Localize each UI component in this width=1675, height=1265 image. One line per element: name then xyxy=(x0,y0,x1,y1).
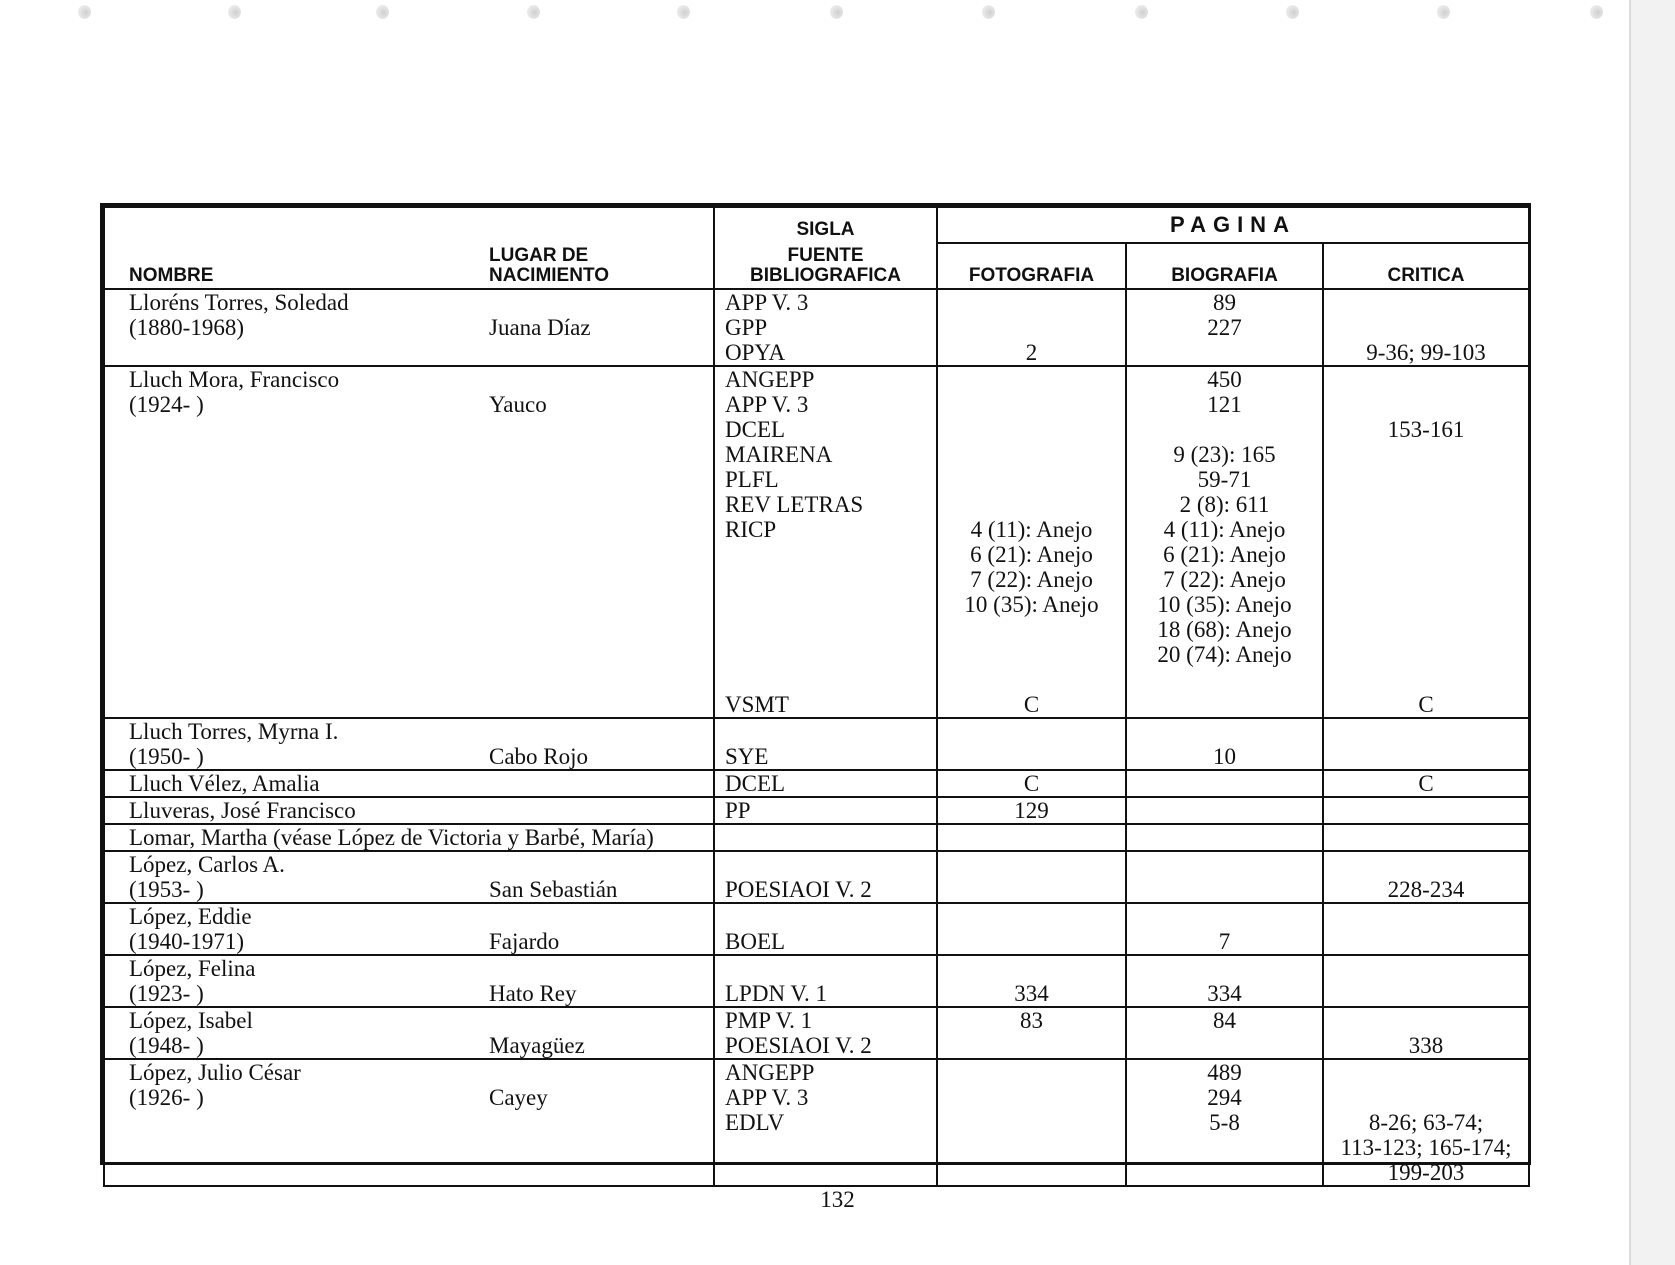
page-critica xyxy=(1324,517,1528,542)
binder-holes xyxy=(0,0,1675,30)
table-row xyxy=(104,718,1529,770)
author-dates: (1880-1968) xyxy=(129,315,244,340)
page-fotografia: C xyxy=(1023,692,1040,717)
source-sigla: RICP xyxy=(725,517,777,542)
page-critica: 228-234 xyxy=(1387,877,1465,902)
header-biografia: BIOGRAFIA xyxy=(1126,243,1323,289)
source-sigla: SYE xyxy=(725,744,769,769)
page-fotografia: 2 xyxy=(1025,340,1038,365)
page-biografia xyxy=(1127,798,1322,823)
author-cell xyxy=(104,903,714,955)
author-dates: (1926- ) xyxy=(129,1085,204,1110)
table-row xyxy=(104,903,1529,955)
source-sigla: BOEL xyxy=(725,929,786,954)
page-critica xyxy=(1324,825,1528,850)
source-sigla: PP xyxy=(725,798,751,823)
source-sigla-cell xyxy=(714,1059,937,1186)
page-critica xyxy=(1324,592,1528,617)
page-fotografia: C xyxy=(1023,771,1040,796)
page-edge xyxy=(1629,0,1675,1265)
page-fotografia-cell xyxy=(937,903,1126,955)
author-cell xyxy=(104,289,714,366)
page-biografia: 334 xyxy=(1207,981,1242,1006)
author-name: Lloréns Torres, Soledad xyxy=(129,290,349,315)
page-biografia xyxy=(1127,877,1322,902)
page-fotografia xyxy=(938,642,1125,667)
source-sigla-cell xyxy=(714,289,937,366)
source-sigla xyxy=(725,1135,936,1160)
binder-hole xyxy=(982,5,995,19)
page-fotografia xyxy=(938,1085,1125,1110)
binder-hole xyxy=(228,5,241,19)
header-nombre-lugar xyxy=(104,207,714,289)
table-row xyxy=(104,770,1529,797)
source-sigla xyxy=(725,956,936,981)
source-sigla-cell xyxy=(714,903,937,955)
page-biografia: 2 (8): 611 xyxy=(1179,492,1270,517)
page-fotografia-cell xyxy=(937,289,1126,366)
source-sigla xyxy=(725,642,936,667)
author-name: Lluveras, José Francisco xyxy=(129,798,356,823)
birthplace: Fajardo xyxy=(489,929,560,954)
page-fotografia xyxy=(938,1135,1125,1160)
page-biografia: 89 xyxy=(1213,290,1236,315)
source-sigla: ANGEPP xyxy=(725,367,815,392)
page-biografia: 450 xyxy=(1207,367,1242,392)
source-sigla xyxy=(725,617,936,642)
birthplace: Hato Rey xyxy=(489,981,577,1006)
source-sigla-cell xyxy=(714,1007,937,1059)
source-sigla-cell xyxy=(714,797,937,824)
author-name: Lomar, Martha (véase López de Victoria y Barbé, María) xyxy=(129,825,654,850)
birthplace: Mayagüez xyxy=(489,1033,585,1058)
author-cell xyxy=(104,770,714,797)
author-name: Lluch Torres, Myrna I. xyxy=(129,719,339,744)
header-sigla: SIGLA FUENTE BIBLIOGRAFICA xyxy=(714,207,937,289)
page-critica: 113-123; 165-174; xyxy=(1340,1135,1512,1160)
source-sigla-cell xyxy=(714,851,937,903)
page-fotografia: 4 (11): Anejo xyxy=(970,517,1093,542)
source-sigla xyxy=(725,852,936,877)
page-fotografia: 6 (21): Anejo xyxy=(970,542,1093,567)
page-critica-cell xyxy=(1323,366,1529,718)
source-sigla: POESIAOI V. 2 xyxy=(725,877,872,902)
page-critica xyxy=(1324,667,1528,692)
binder-hole xyxy=(376,5,389,19)
page-biografia xyxy=(1127,667,1322,692)
page-biografia-cell xyxy=(1126,955,1323,1007)
page-biografia: 121 xyxy=(1207,392,1242,417)
page-biografia: 9 (23): 165 xyxy=(1173,442,1276,467)
author-name: López, Felina xyxy=(129,956,256,981)
page-biografia-cell xyxy=(1126,851,1323,903)
page-fotografia xyxy=(938,290,1125,315)
binder-hole xyxy=(1590,5,1603,19)
page-biografia xyxy=(1127,340,1322,365)
source-sigla: LPDN V. 1 xyxy=(725,981,828,1006)
header-lugar: LUGAR DE NACIMIENTO xyxy=(489,245,609,286)
page-critica xyxy=(1324,1085,1528,1110)
page-critica xyxy=(1324,852,1528,877)
page-biografia xyxy=(1127,956,1322,981)
page-fotografia xyxy=(938,956,1125,981)
page-biografia xyxy=(1127,825,1322,850)
page-fotografia xyxy=(938,1160,1125,1185)
page-critica xyxy=(1324,367,1528,392)
author-dates: (1923- ) xyxy=(129,981,204,1006)
author-index-table xyxy=(103,206,1530,1187)
page-biografia xyxy=(1127,1135,1322,1160)
page-critica xyxy=(1324,956,1528,981)
page-fotografia: 10 (35): Anejo xyxy=(964,592,1099,617)
birthplace: Juana Díaz xyxy=(489,315,591,340)
author-dates: (1950- ) xyxy=(129,744,204,769)
page-biografia: 59-71 xyxy=(1197,467,1252,492)
page-critica: C xyxy=(1418,771,1434,796)
page-critica xyxy=(1324,1060,1528,1085)
page-critica: 199-203 xyxy=(1387,1160,1465,1185)
page-critica xyxy=(1324,929,1528,954)
author-name: López, Julio César xyxy=(129,1060,301,1085)
source-sigla: MAIRENA xyxy=(725,442,833,467)
page-fotografia-cell xyxy=(937,797,1126,824)
birthplace: Cayey xyxy=(489,1085,548,1110)
page-biografia-cell xyxy=(1126,770,1323,797)
index-table xyxy=(100,203,1531,1185)
author-name: López, Eddie xyxy=(129,904,252,929)
source-sigla-cell xyxy=(714,718,937,770)
page-biografia-cell xyxy=(1126,289,1323,366)
author-name: Lluch Mora, Francisco xyxy=(129,367,340,392)
author-cell xyxy=(104,1059,714,1186)
table-row xyxy=(104,366,1529,718)
binder-hole xyxy=(830,5,843,19)
table-row xyxy=(104,955,1529,1007)
header-pagina: PAGINA xyxy=(937,207,1529,243)
birthplace: Cabo Rojo xyxy=(489,744,589,769)
page-critica-cell xyxy=(1323,1007,1529,1059)
source-sigla: APP V. 3 xyxy=(725,290,809,315)
page-biografia-cell xyxy=(1126,1007,1323,1059)
header-nombre: NOMBRE xyxy=(129,265,214,286)
page-biografia-cell xyxy=(1126,797,1323,824)
page-fotografia-cell xyxy=(937,770,1126,797)
page-fotografia: 83 xyxy=(1020,1008,1043,1033)
page-biografia xyxy=(1127,852,1322,877)
page-critica xyxy=(1324,642,1528,667)
source-sigla: POESIAOI V. 2 xyxy=(725,1033,872,1058)
page-biografia xyxy=(1127,692,1322,717)
birthplace: San Sebastián xyxy=(489,877,618,902)
page-critica: 9-36; 99-103 xyxy=(1366,340,1486,365)
author-name: Lluch Vélez, Amalia xyxy=(129,771,320,796)
source-sigla xyxy=(725,825,936,850)
table-row xyxy=(104,824,1529,851)
author-cell xyxy=(104,366,714,718)
page-critica xyxy=(1324,392,1528,417)
author-cell xyxy=(104,797,714,824)
page-biografia: 10 xyxy=(1213,744,1236,769)
page-biografia xyxy=(1127,771,1322,796)
page-fotografia xyxy=(938,719,1125,744)
source-sigla: EDLV xyxy=(725,1110,785,1135)
page-critica: C xyxy=(1418,692,1434,717)
page-biografia: 294 xyxy=(1207,1085,1242,1110)
page-critica xyxy=(1324,567,1528,592)
page-critica xyxy=(1324,798,1528,823)
page-biografia: 6 (21): Anejo xyxy=(1163,542,1286,567)
page-fotografia-cell xyxy=(937,1059,1126,1186)
author-dates: (1948- ) xyxy=(129,1033,204,1058)
binder-hole xyxy=(677,5,690,19)
page-critica-cell xyxy=(1323,903,1529,955)
source-sigla: PMP V. 1 xyxy=(725,1008,813,1033)
page-biografia xyxy=(1127,1160,1322,1185)
page-biografia xyxy=(1127,1033,1322,1058)
binder-hole xyxy=(1135,5,1148,19)
source-sigla-cell xyxy=(714,366,937,718)
page-biografia: 84 xyxy=(1213,1008,1236,1033)
source-sigla xyxy=(725,592,936,617)
page-biografia: 489 xyxy=(1207,1060,1242,1085)
page-fotografia: 129 xyxy=(1014,798,1049,823)
page-fotografia xyxy=(938,852,1125,877)
page-fotografia-cell xyxy=(937,718,1126,770)
page-critica-cell xyxy=(1323,824,1529,851)
page-fotografia: 334 xyxy=(1014,981,1049,1006)
page-critica xyxy=(1324,981,1528,1006)
page-fotografia xyxy=(938,392,1125,417)
page-biografia: 227 xyxy=(1207,315,1242,340)
page-critica: 153-161 xyxy=(1387,417,1465,442)
page-critica xyxy=(1324,467,1528,492)
page-critica xyxy=(1324,492,1528,517)
source-sigla: OPYA xyxy=(725,340,786,365)
page-critica-cell xyxy=(1323,955,1529,1007)
binder-hole xyxy=(78,5,91,19)
page-biografia-cell xyxy=(1126,366,1323,718)
page-fotografia-cell xyxy=(937,955,1126,1007)
page-fotografia xyxy=(938,877,1125,902)
binder-hole xyxy=(1437,5,1450,19)
page-biografia: 18 (68): Anejo xyxy=(1157,617,1292,642)
page-fotografia xyxy=(938,1110,1125,1135)
header-fotografia: FOTOGRAFIA xyxy=(937,243,1126,289)
source-sigla xyxy=(725,667,936,692)
source-sigla: DCEL xyxy=(725,417,786,442)
table-row xyxy=(104,1007,1529,1059)
source-sigla: ANGEPP xyxy=(725,1060,815,1085)
page-critica-cell xyxy=(1323,289,1529,366)
page-critica xyxy=(1324,442,1528,467)
page-biografia: 20 (74): Anejo xyxy=(1157,642,1292,667)
page-critica: 8-26; 63-74; xyxy=(1368,1110,1484,1135)
author-cell xyxy=(104,1007,714,1059)
source-sigla: REV LETRAS xyxy=(725,492,864,517)
page-fotografia-cell xyxy=(937,1007,1126,1059)
source-sigla-cell xyxy=(714,770,937,797)
page-fotografia xyxy=(938,744,1125,769)
table-row xyxy=(104,289,1529,366)
page-critica xyxy=(1324,617,1528,642)
table-header xyxy=(104,207,1529,289)
author-cell xyxy=(104,824,714,851)
source-sigla-cell xyxy=(714,824,937,851)
page-fotografia xyxy=(938,929,1125,954)
page-fotografia-cell xyxy=(937,824,1126,851)
page-biografia: 7 (22): Anejo xyxy=(1163,567,1286,592)
page-critica-cell xyxy=(1323,797,1529,824)
page-critica-cell xyxy=(1323,851,1529,903)
table-row xyxy=(104,851,1529,903)
page-fotografia xyxy=(938,367,1125,392)
page-number: 132 xyxy=(820,1187,855,1212)
page-critica xyxy=(1324,542,1528,567)
source-sigla-cell xyxy=(714,955,937,1007)
binder-hole xyxy=(527,5,540,19)
page-fotografia xyxy=(938,825,1125,850)
source-sigla: PLFL xyxy=(725,467,779,492)
table-body xyxy=(104,289,1529,1186)
page-critica: 338 xyxy=(1408,1033,1444,1058)
page-biografia-cell xyxy=(1126,1059,1323,1186)
page-biografia: 10 (35): Anejo xyxy=(1157,592,1292,617)
source-sigla xyxy=(725,719,936,744)
page-fotografia-cell xyxy=(937,851,1126,903)
author-dates: (1953- ) xyxy=(129,877,204,902)
page-fotografia xyxy=(938,1033,1125,1058)
page-fotografia xyxy=(938,492,1125,517)
page-fotografia xyxy=(938,667,1125,692)
page-biografia: 4 (11): Anejo xyxy=(1163,517,1286,542)
page-fotografia xyxy=(938,617,1125,642)
page-biografia xyxy=(1127,904,1322,929)
page-fotografia xyxy=(938,1060,1125,1085)
page-biografia: 7 xyxy=(1218,929,1231,954)
page-biografia-cell xyxy=(1126,718,1323,770)
page-critica xyxy=(1324,1008,1528,1033)
source-sigla: DCEL xyxy=(725,771,786,796)
author-cell xyxy=(104,955,714,1007)
page-biografia-cell xyxy=(1126,903,1323,955)
author-name: López, Isabel xyxy=(129,1008,253,1033)
source-sigla xyxy=(725,567,936,592)
page-fotografia xyxy=(938,417,1125,442)
source-sigla: APP V. 3 xyxy=(725,392,809,417)
table-row xyxy=(104,797,1529,824)
author-cell xyxy=(104,718,714,770)
page-fotografia xyxy=(938,467,1125,492)
source-sigla: VSMT xyxy=(725,692,789,717)
page-biografia xyxy=(1127,417,1322,442)
author-name: López, Carlos A. xyxy=(129,852,285,877)
page-critica-cell xyxy=(1323,718,1529,770)
source-sigla: GPP xyxy=(725,315,768,340)
header-critica: CRITICA xyxy=(1323,243,1529,289)
page-critica-cell xyxy=(1323,770,1529,797)
page-fotografia xyxy=(938,904,1125,929)
source-sigla xyxy=(725,904,936,929)
page-fotografia xyxy=(938,315,1125,340)
page-biografia-cell xyxy=(1126,824,1323,851)
birthplace: Yauco xyxy=(489,392,547,417)
table-row xyxy=(104,1059,1529,1186)
source-sigla xyxy=(725,542,936,567)
page-fotografia xyxy=(938,442,1125,467)
source-sigla xyxy=(725,1160,936,1185)
page-biografia: 5-8 xyxy=(1209,1110,1240,1135)
page-critica xyxy=(1324,315,1528,340)
page-fotografia: 7 (22): Anejo xyxy=(970,567,1093,592)
page-fotografia-cell xyxy=(937,366,1126,718)
page-biografia xyxy=(1127,719,1322,744)
binder-hole xyxy=(1286,5,1299,19)
page-critica xyxy=(1324,290,1528,315)
author-cell xyxy=(104,851,714,903)
page-critica-cell xyxy=(1323,1059,1529,1186)
page-critica xyxy=(1324,719,1528,744)
author-dates: (1940-1971) xyxy=(129,929,244,954)
author-dates: (1924- ) xyxy=(129,392,204,417)
source-sigla: APP V. 3 xyxy=(725,1085,809,1110)
page-critica xyxy=(1324,904,1528,929)
page-critica xyxy=(1324,744,1528,769)
